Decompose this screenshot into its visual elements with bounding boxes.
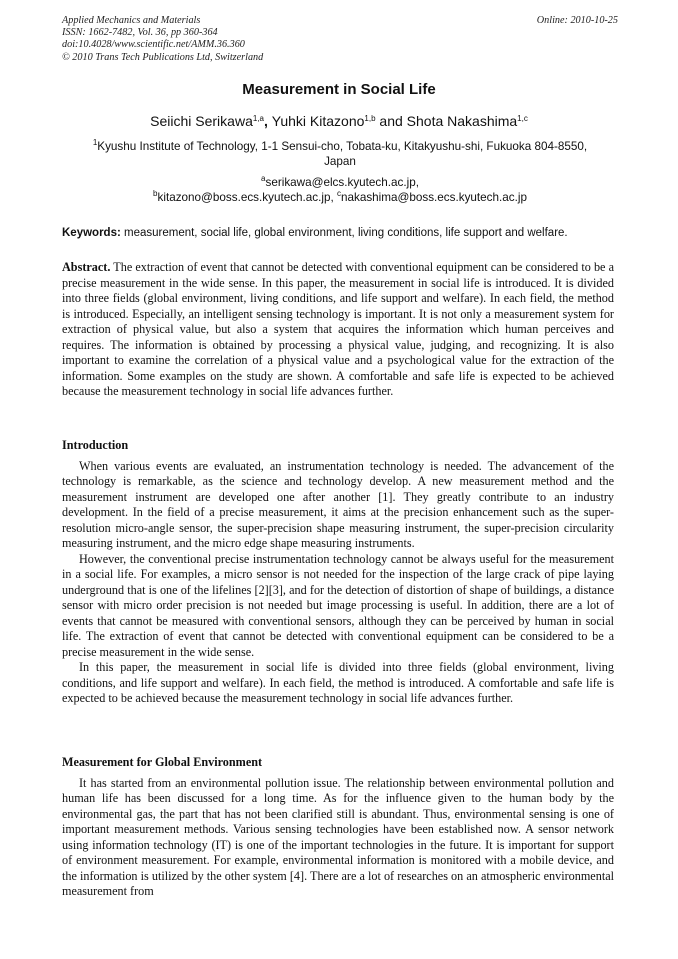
author-name: Seiichi Serikawa	[150, 113, 253, 129]
email-mark: b	[153, 189, 158, 198]
section-heading: Measurement for Global Environment	[62, 755, 263, 769]
doi-line: doi:10.4028/www.scientific.net/AMM.36.360	[62, 39, 245, 51]
paragraph: It has started from an environmental pollution issue. The relationship between environmental pollution and human life has been discussed for a long time. As for the influence given to the human body by the environmental gas, the part that has not been clarified still is abundant. Thus, environmental sensing is one of important measurement methods. Various sensing technologies have been established now. A sensor network using information technology (IT) is one of the important technologies in the future. It is important for support of environment measurement. For example, environmental information is monitored with a mobile device, and the information is utilized by the other system [4]. There are a lot of researches on an atmospheric environmental measurement from	[62, 775, 614, 898]
keywords-text: measurement, social life, global environment, living conditions, life support and welfare.	[120, 227, 568, 239]
copyright-line: © 2010 Trans Tech Publications Ltd, Switzerland	[62, 51, 264, 63]
affiliation	[90, 139, 590, 169]
author-list	[0, 112, 678, 130]
author-affiliation-mark: 1,c	[517, 114, 528, 123]
section-heading: Introduction	[62, 438, 129, 452]
author-name: Yuhki Kitazono	[271, 113, 365, 129]
paper-title: Measurement in Social Life	[242, 81, 436, 98]
online-date: Online: 2010-10-25	[536, 15, 618, 26]
introduction-section	[62, 438, 614, 707]
author-affiliation-mark: 1,a	[252, 114, 264, 123]
email-mark: a	[261, 174, 266, 183]
abstract	[62, 260, 614, 400]
paragraph: However, the conventional precise instrumentation technology cannot be always useful for the measurement in a social life. For examples, a micro sensor is not needed for the inspection of the large crack of pipe laying underground that is one of the lifelines [2][3], and for the detection of distortion of shape of buildings, a distance sensor with micro order precision is not needed but image processing is useful. In addition, there are a lot of events that cannot be measured with conventional sensors, although they can be perceived by human in social life. The extraction of event that cannot be detected with conventional equipment can be considered to be a precise measurement in the wide sense.	[62, 551, 614, 659]
keywords	[62, 226, 622, 240]
publication-header	[62, 15, 618, 64]
email-a: serikawa@elcs.kyutech.ac.jp,	[265, 176, 419, 189]
email-mark: c	[336, 189, 341, 198]
abstract-label: Abstract.	[62, 260, 111, 274]
email-b: kitazono@boss.ecs.kyutech.ac.jp,	[157, 191, 337, 204]
author-affiliation-mark: 1,b	[364, 114, 376, 123]
author-separator: and	[375, 113, 407, 129]
issn-line: ISSN: 1662-7482, Vol. 36, pp 360-364	[62, 27, 218, 39]
email-c: nakashima@boss.ecs.kyutech.ac.jp	[340, 191, 527, 204]
paragraph: When various events are evaluated, an instrumentation technology is needed. The advancement of the technology is remarkable, as the science and technology develop. A new measurement method and the measurement instrument are developed one after another [1]. They greatly contribute to an industry development. In the field of a precise measurement, it aims at the precision enhancement such as the super-resolution micro-angle sensor, the super-precision shape measuring instrument, the super-precision circularity measuring instrument, and the micro edge shape measuring instruments.	[62, 458, 614, 550]
affiliation-mark: 1	[92, 138, 98, 147]
author-separator: ,	[263, 113, 272, 129]
author-emails	[80, 175, 600, 205]
global-environment-section	[62, 755, 614, 900]
keywords-label: Keywords:	[62, 227, 121, 239]
affiliation-text: Kyushu Institute of Technology, 1-1 Sensui-cho, Tobata-ku, Kitakyushu-shi, Fukuoka 804-8550, Japan	[97, 140, 588, 168]
paragraph: In this paper, the measurement in social life is divided into three fields (global environment, living conditions, and life support and welfare). In each field, the method is introduced. A comfortable and safe life is expected to be achieved because the measurement technology in social life advances further.	[62, 660, 614, 705]
journal-name: Applied Mechanics and Materials	[62, 15, 201, 26]
author-name: Shota Nakashima	[406, 113, 518, 129]
abstract-text: The extraction of event that cannot be detected with conventional equipment can be considered to be a precise measurement in the wide sense. In this paper, the measurement in social life is introduced. It is divided into three fields (global environment, living conditions, and life support and welfare). In each field, the method is introduced. Especially, an intelligent sensing technology is important. It is not only a measurement system for extraction of physical value, but also a system that acquires the information which human perceives and requires. The information is obtained by processing a physical value, judging, and recognizing. It is also important to examine the correlation of a physical value and a psychological value for the extraction of the information. Some examples on the study are shown. A comfortable and safe life is expected to be achieved because the measurement technology in social life advances further.	[62, 260, 614, 398]
